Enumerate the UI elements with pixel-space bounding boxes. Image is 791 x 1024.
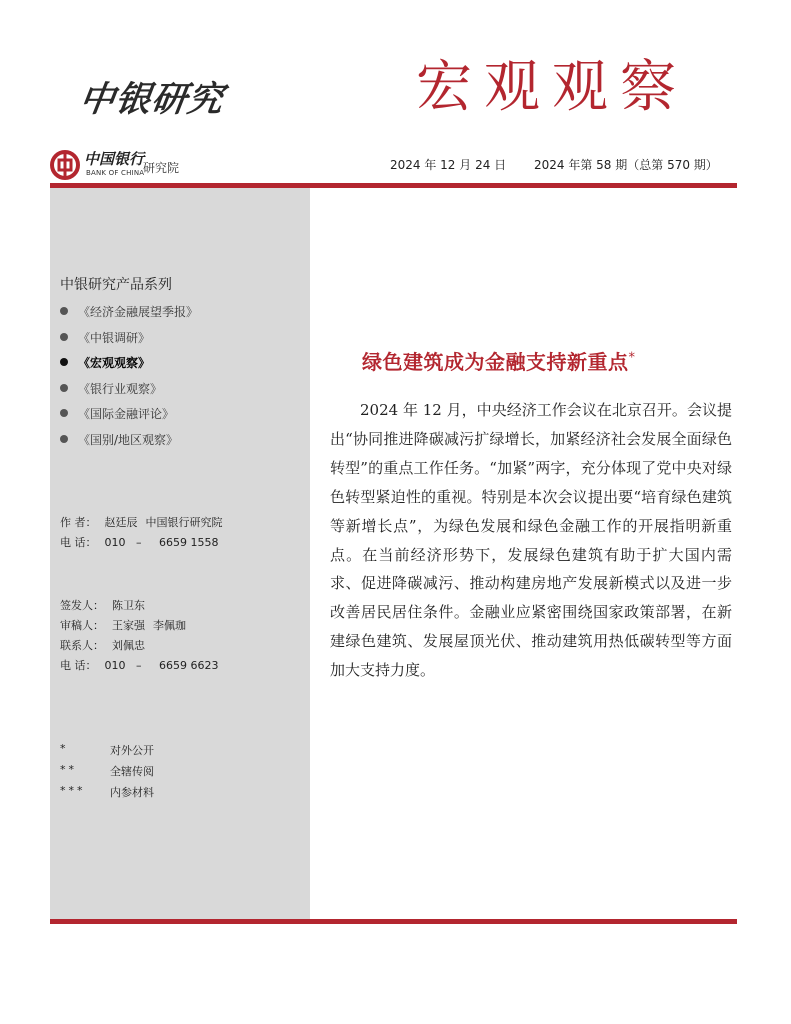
- author-name: 赵廷辰: [104, 516, 138, 529]
- author-phone: 010 – 6659 1558: [104, 536, 219, 549]
- bank-of-china-logo-icon: [50, 150, 80, 180]
- article-body: 2024 年 12 月，中央经济工作会议在北京召开。会议提出“协同推进降碳减污扩绿增长，加紧经济社会发展全面绿色转型”的重点工作任务。“加紧”两字，充分体现了党中央对绿色转型紧迫性的重视。特别是本次会议提出要“培育绿色建筑等新增长点”，为绿色发展和绿色金融工作的开展指明新重点。在当前经济形势下，发展绿色建筑有助于扩大国内需求、促进降碳减污、推动构建房地产发展新模式以及进一步改善居民居住条件。金融业应紧密围绕国家政策部署，在新建绿色建筑、发展屋顶光伏、推动建筑用热低碳转型等方面加大支持力度。: [330, 401, 732, 680]
- series-title: 中银研究产品系列: [60, 277, 172, 293]
- bank-name-cn: 中国银行: [84, 150, 145, 168]
- issue-number: 2024 年第 58 期（总第 570 期）: [534, 158, 718, 172]
- bullet-icon: [60, 384, 68, 392]
- issue-date: 2024 年 12 月 24 日: [390, 158, 507, 172]
- bullet-icon: [60, 358, 68, 366]
- editorial-info: 签发人： 陈卫东 审稿人： 王家强 李佩珈 联系人： 刘佩忠 电 话： 010 – 6659 6623: [60, 599, 219, 672]
- contact-name: 刘佩忠: [112, 639, 145, 652]
- series-item[interactable]: 《银行业观察》: [60, 380, 198, 406]
- bullet-icon: [60, 409, 68, 417]
- contact-phone: 010 – 6659 6623: [104, 659, 219, 672]
- footnote-mark: *: [628, 350, 636, 366]
- report-title: 宏观观察: [416, 55, 688, 120]
- bottom-divider: [50, 919, 737, 924]
- bullet-icon: [60, 435, 68, 443]
- secrecy-levels: * 对外公开 ** 全辖传阅 *** 内参材料: [60, 742, 154, 799]
- series-item-active[interactable]: 《宏观观察》: [60, 354, 198, 380]
- series-item[interactable]: 《中银调研》: [60, 329, 198, 355]
- reviewer-name: 王家强: [112, 619, 145, 632]
- bank-name-en: BANK OF CHINA: [86, 169, 145, 177]
- author-org: 中国银行研究院: [145, 516, 223, 529]
- issuer-name: 陈卫东: [112, 599, 145, 612]
- series-item[interactable]: 《国际金融评论》: [60, 405, 198, 431]
- author-info: 作 者： 赵廷辰 中国银行研究院 电 话： 010 – 6659 1558: [60, 516, 223, 549]
- brand-calligraphy: 中银研究: [76, 79, 227, 120]
- series-item[interactable]: 《经济金融展望季报》: [60, 303, 198, 329]
- reviewer-name-2: 李佩珈: [153, 619, 186, 632]
- bullet-icon: [60, 333, 68, 341]
- series-item[interactable]: 《国别/地区观察》: [60, 431, 198, 457]
- bullet-icon: [60, 307, 68, 315]
- series-list: [60, 303, 198, 456]
- institute-label: 研究院: [143, 161, 180, 175]
- article-title: 绿色建筑成为金融支持新重点*: [362, 350, 636, 374]
